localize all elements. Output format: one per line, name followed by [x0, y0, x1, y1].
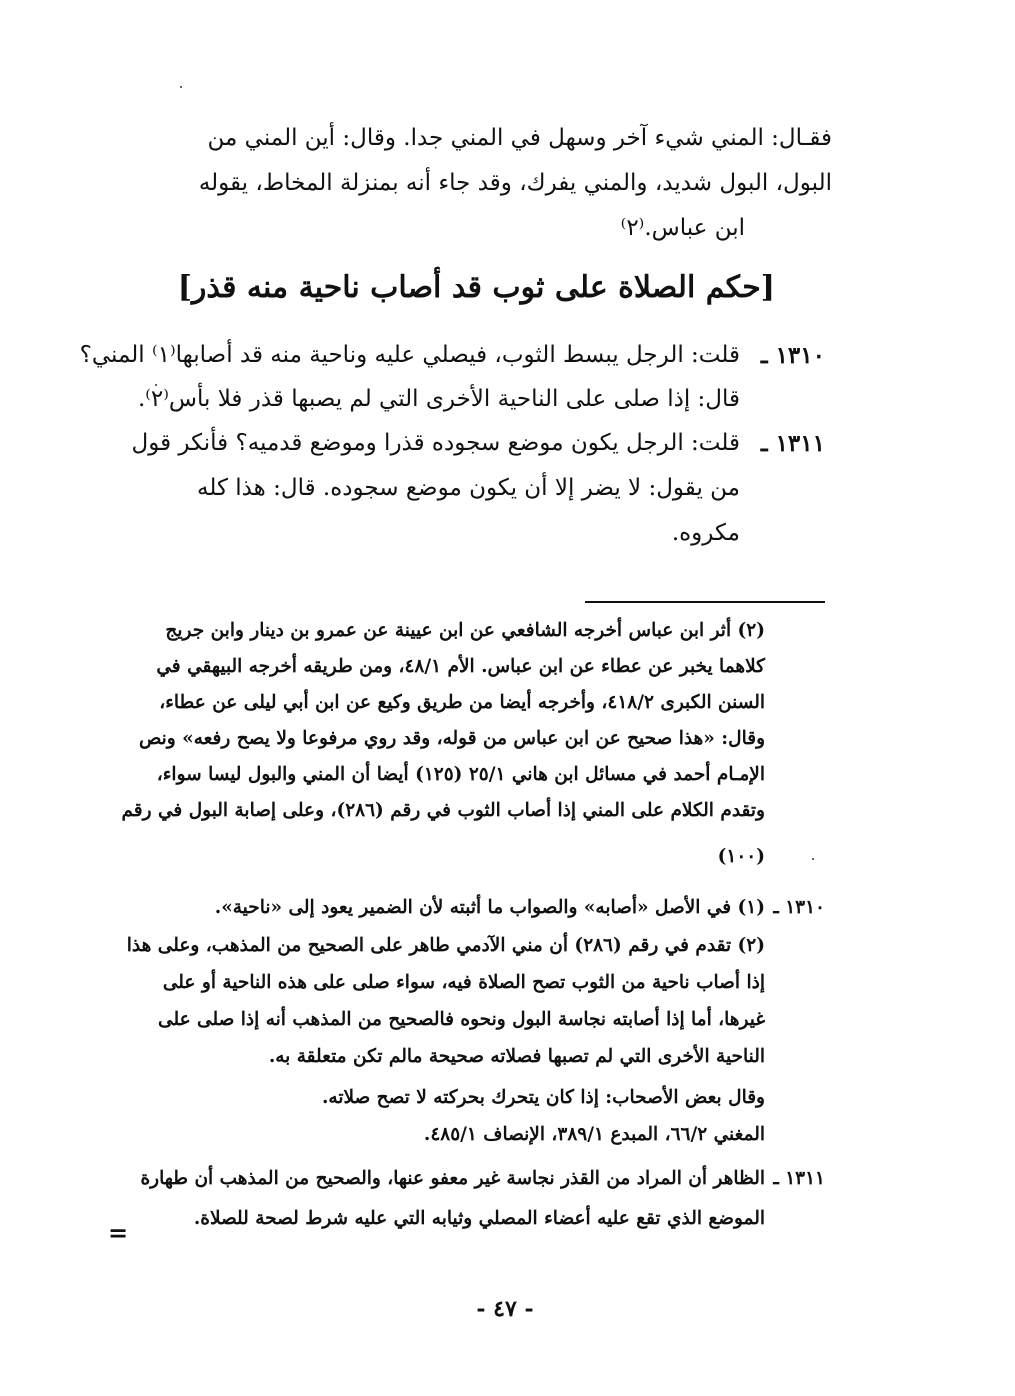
footnote-line: إذا أصاب ناحية من الثوب تصح الصلاة فيه، سواء صلى على هذه الناحية أو على: [162, 972, 765, 993]
entry-line: من يقول: لا يضر إلا أن يكون موضع سجوده. قال: هذا كله: [197, 475, 740, 501]
entry-line: مكروه.: [671, 520, 740, 546]
footnote-line: المغني ٦٦/٢، المبدع ٣٨٩/١، الإنصاف ٤٨٥/١.: [423, 1124, 765, 1145]
footnote-line: وقال بعض الأصحاب: إذا كان يتحرك بحركته لا تصح صلاته.: [321, 1087, 765, 1108]
entry-line: قال: إذا صلى على الناحية الأخرى التي لم يصبها قذر فلا بأس⁽٢⁾.: [137, 386, 740, 412]
footnote-line: الظاهر أن المراد من القذر نجاسة غير معفو عنها، والصحيح من المذهب أن طهارة: [140, 1168, 765, 1189]
footnote-line: (٢) تقدم في رقم (٢٨٦) أن مني الآدمي طاهر على الصحيح من المذهب، وعلى هذا: [126, 935, 765, 956]
footnote-entry-number: ١٣١١ ـ: [773, 1168, 825, 1189]
footnote-line: الموضع الذي تقع عليه أعضاء المصلي وثيابه التي عليه شرط لصحة للصلاة.: [193, 1208, 765, 1229]
intro-line: ابن عباس.⁽٢⁾: [620, 215, 745, 241]
footnote-line: وتقدم الكلام على المني إذا أصاب الثوب في رقم (٢٨٦)، وعلى إصابة البول في رقم: [121, 800, 765, 821]
footnote-line: وقال: «هذا صحيح عن ابن عباس من قوله، وقد روي مرفوعا ولا يصح رفعه» ونص: [138, 728, 765, 749]
footnote-line: غيرها، أما إذا أصابته نجاسة البول ونحوه فالصحيح من المذهب أنه إذا صلى على: [158, 1009, 765, 1030]
entry-line: قلت: الرجل يبسط الثوب، فيصلي عليه وناحية منه قد أصابها⁽١⁾ المني؟: [79, 342, 740, 368]
footnote-entry-number: ١٣١٠ ـ: [773, 897, 825, 918]
scan-speck: [180, 86, 182, 88]
entry-number: ١٣١٠ ـ: [760, 342, 825, 369]
section-heading: [حكم الصلاة على ثوب قد أصاب ناحية منه قذر]: [177, 270, 775, 305]
entry-line: قلت: الرجل يكون موضع سجوده قذرا وموضع قدميه؟ فأنكر قول: [131, 430, 740, 456]
footnote-separator: [585, 601, 825, 603]
footnote-line: الناحية الأخرى التي لم تصبها فصلاته صحيحة مالم تكن متعلقة به.: [268, 1046, 765, 1067]
continuation-mark: =: [108, 1218, 129, 1247]
entry-number: ١٣١١ ـ: [760, 430, 825, 457]
footnote-line: الإمـام أحمد في مسائل ابن هاني ٢٥/١ (١٢٥) أيضا أن المني والبول ليسا سواء،: [156, 764, 765, 785]
footnote-line: السنن الكبرى ٤١٨/٢، وأخرجه أيضا من طريق وكيع عن ابن أبي ليلى عن عطاء،: [159, 692, 765, 713]
footnote-line: (٢) أثر ابن عباس أخرجه الشافعي عن ابن عيينة عن عمرو بن دينار وابن جريج: [165, 620, 765, 641]
intro-line: فقـال: المني شيء آخر وسهل في المني جدا. وقال: أين المني من: [207, 125, 832, 151]
scan-speck: [155, 384, 157, 386]
footnote-line: (١٠٠): [717, 846, 765, 867]
scan-speck: [812, 858, 814, 860]
footnote-line: كلاهما يخبر عن عطاء عن ابن عباس. الأم ٤٨/١، ومن طريقه أخرجه البيهقي في: [156, 656, 765, 677]
intro-line: البول، البول شديد، والمني يفرك، وقد جاء أنه بمنزلة المخاط، يقوله: [198, 170, 832, 196]
page-number: - ٤٧ -: [476, 1296, 534, 1322]
footnote-line: (١) في الأصل «أصابه» والصواب ما أثبته لأن الضمير يعود إلى «ناحية».: [214, 897, 765, 918]
